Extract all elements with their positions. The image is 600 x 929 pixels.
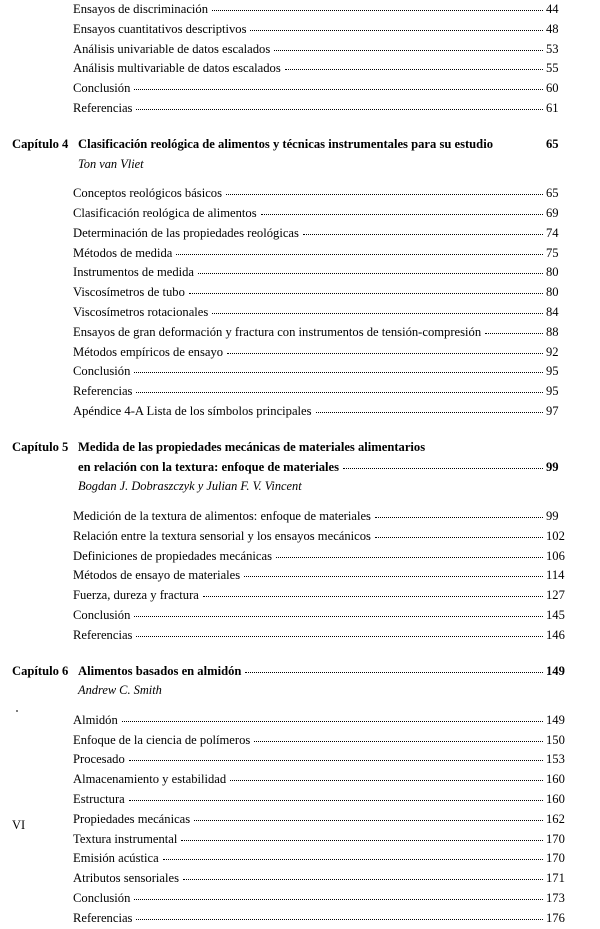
chapter-heading[interactable] (0, 438, 600, 458)
toc-entry[interactable] (0, 606, 600, 626)
toc-entry-label: Ensayos de gran deformación y fractura con instrumentos de tensión-compresión (73, 324, 482, 339)
chapter-page: 99 (546, 459, 559, 474)
page-folio: VI (12, 818, 26, 832)
leader-dots (136, 109, 543, 110)
toc-entry[interactable] (0, 586, 600, 606)
toc-entry-page: 84 (546, 304, 559, 319)
toc-entry-page: 173 (546, 891, 565, 906)
leader-dots (375, 537, 543, 538)
toc-entry[interactable] (0, 362, 600, 382)
chapter-author: Ton van Vliet (78, 156, 144, 171)
toc-entry[interactable] (0, 731, 600, 751)
toc-entry[interactable] (0, 0, 600, 20)
toc-entry-label: Apéndice 4-A Lista de los símbolos principales (73, 403, 312, 418)
toc-entry[interactable] (0, 810, 600, 830)
leader-dots (136, 919, 543, 920)
toc-entry[interactable] (0, 244, 600, 264)
leader-dots (198, 273, 543, 274)
toc-entry[interactable] (0, 283, 600, 303)
leader-dots (316, 412, 543, 413)
toc-entry-label: Procesado (73, 752, 125, 767)
toc-entry-page: 114 (546, 568, 565, 583)
toc-entry-label: Viscosímetros rotacionales (73, 304, 209, 319)
leader-dots (230, 780, 543, 781)
toc-entry-page: 99 (546, 508, 559, 523)
toc-entry[interactable] (0, 79, 600, 99)
toc-entry-label: Conclusión (73, 364, 131, 379)
leader-dots (227, 353, 543, 354)
toc-entry[interactable] (0, 99, 600, 119)
leader-dots (136, 636, 543, 637)
chapter-number: Capítulo 6 (12, 663, 69, 678)
toc-entry-page: 55 (546, 61, 559, 76)
toc-entry-page: 176 (546, 910, 565, 925)
toc-section-continued (0, 0, 600, 119)
toc-entry-label: Emisión acústica (73, 851, 159, 866)
toc-entry-label: Atributos sensoriales (73, 871, 179, 886)
toc-entry-page: 106 (546, 548, 565, 563)
toc-entry-page: 95 (546, 364, 559, 379)
toc-entry-page: 48 (546, 21, 559, 36)
chapter-author: Andrew C. Smith (78, 683, 162, 698)
chapter-number: Capítulo 4 (12, 136, 69, 151)
toc-entry[interactable] (0, 869, 600, 889)
toc-entry-label: Métodos empíricos de ensayo (73, 344, 224, 359)
spacer (0, 701, 600, 711)
toc-entry-label: Enfoque de la ciencia de polímeros (73, 732, 251, 747)
leader-dots (254, 741, 543, 742)
toc-entry-label: Conclusión (73, 891, 131, 906)
chapter-heading[interactable] (0, 135, 600, 155)
toc-entry-page: 61 (546, 100, 559, 115)
spacer (0, 646, 600, 662)
toc-entry[interactable] (0, 184, 600, 204)
toc-entry[interactable] (0, 224, 600, 244)
toc-entry[interactable] (0, 547, 600, 567)
page-speck (16, 710, 18, 712)
toc-entry[interactable] (0, 566, 600, 586)
toc-entry-page: 65 (546, 186, 559, 201)
toc-entry-page: 127 (546, 588, 565, 603)
toc-entry-label: Fuerza, dureza y fractura (73, 588, 199, 603)
leader-dots (244, 576, 543, 577)
toc-entry-page: 153 (546, 752, 565, 767)
leader-dots (189, 293, 543, 294)
toc-entry[interactable] (0, 263, 600, 283)
toc-entry[interactable] (0, 830, 600, 850)
toc-entry-label: Ensayos de discriminación (73, 2, 209, 16)
toc-entry[interactable] (0, 59, 600, 79)
toc-entry-page: 97 (546, 403, 559, 418)
toc-entry-label: Clasificación reológica de alimentos (73, 205, 257, 220)
toc-entry-label: Referencias (73, 627, 133, 642)
chapter-heading-line2[interactable] (0, 458, 600, 478)
toc-entry-page: 102 (546, 528, 565, 543)
toc-entry-label: Referencias (73, 384, 133, 399)
toc-entry-page: 53 (546, 41, 559, 56)
toc-entry-label: Textura instrumental (73, 831, 178, 846)
toc-entry[interactable] (0, 626, 600, 646)
toc-entry-label: Determinación de las propiedades reológicas (73, 225, 299, 240)
leader-dots (485, 333, 543, 334)
spacer (0, 422, 600, 438)
leader-dots (122, 721, 543, 722)
leader-dots (212, 313, 543, 314)
toc-entry[interactable] (0, 40, 600, 60)
toc-entry[interactable] (0, 343, 600, 363)
toc-entry-page: 160 (546, 772, 565, 787)
chapter-block-5 (0, 438, 600, 646)
toc-entry-page: 146 (546, 627, 565, 642)
toc-entry-page: 80 (546, 265, 559, 280)
chapter-page: 65 (546, 136, 559, 151)
toc-entry[interactable] (0, 790, 600, 810)
leader-dots (134, 89, 543, 90)
toc-entry[interactable] (0, 507, 600, 527)
toc-entry[interactable] (0, 711, 600, 731)
leader-dots (183, 879, 543, 880)
leader-dots (134, 616, 543, 617)
toc-entry-label: Análisis univariable de datos escalados (73, 41, 271, 56)
leader-dots (203, 596, 543, 597)
toc-entry-page: 149 (546, 712, 565, 727)
toc-entry[interactable] (0, 20, 600, 40)
leader-dots (129, 800, 543, 801)
chapter-page: 149 (546, 663, 565, 678)
toc-entry-label: Conclusión (73, 607, 131, 622)
leader-dots (134, 372, 543, 373)
toc-entry-page: 162 (546, 811, 565, 826)
toc-entry[interactable] (0, 382, 600, 402)
toc-entry-label: Instrumentos de medida (73, 265, 195, 280)
toc-entry[interactable] (0, 303, 600, 323)
spacer (0, 119, 600, 135)
toc-entry[interactable] (0, 204, 600, 224)
chapter-author: Bogdan J. Dobraszczyk y Julian F. V. Vincent (78, 479, 302, 494)
toc-entry[interactable] (0, 750, 600, 770)
toc-entry-label: Definiciones de propiedades mecánicas (73, 548, 272, 563)
chapter-title: Alimentos basados en almidón (78, 663, 242, 678)
toc-entry-page: 145 (546, 607, 565, 622)
toc-entry-page: 170 (546, 831, 565, 846)
toc-entry-label: Propiedades mecánicas (73, 811, 191, 826)
toc-entry[interactable] (0, 770, 600, 790)
toc-entry-label: Análisis multivariable de datos escalados (73, 61, 281, 76)
toc-entry[interactable] (0, 909, 600, 929)
leader-dots (134, 899, 543, 900)
toc-entry-page: 80 (546, 285, 559, 300)
chapter-number: Capítulo 5 (12, 439, 69, 454)
leader-dots (250, 30, 543, 31)
leader-dots (274, 50, 543, 51)
leader-dots (285, 69, 543, 70)
toc-entry[interactable] (0, 889, 600, 909)
leader-dots (226, 194, 543, 195)
toc-entry-label: Estructura (73, 792, 125, 807)
chapter-title-line2: en relación con la textura: enfoque de materiales (78, 459, 340, 474)
toc-entry-label: Conclusión (73, 81, 131, 96)
leader-dots (194, 820, 543, 821)
leader-dots (375, 517, 543, 518)
leader-dots (163, 859, 543, 860)
spacer (0, 174, 600, 184)
toc-entry[interactable] (0, 323, 600, 343)
toc-entry-label: Referencias (73, 100, 133, 115)
leader-dots (136, 392, 543, 393)
leader-dots (276, 557, 543, 558)
toc-entry-label: Medición de la textura de alimentos: enfoque de materiales (73, 508, 371, 523)
toc-entry-label: Métodos de ensayo de materiales (73, 568, 241, 583)
toc-entry-page: 74 (546, 225, 559, 240)
toc-entry[interactable] (0, 527, 600, 547)
toc-entry-page: 60 (546, 81, 559, 96)
leader-dots (176, 254, 543, 255)
toc-entry-page: 160 (546, 792, 565, 807)
toc-entry-label: Referencias (73, 910, 133, 925)
toc-entry-page: 95 (546, 384, 559, 399)
leader-dots (303, 234, 543, 235)
toc-entry-page: 170 (546, 851, 565, 866)
toc-entry-label: Relación entre la textura sensorial y los ensayos mecánicos (73, 528, 371, 543)
chapter-block-4 (0, 135, 600, 422)
leader-dots (343, 468, 543, 469)
toc-entry-page: 75 (546, 245, 559, 260)
toc-entry-page: 150 (546, 732, 565, 747)
spacer (0, 497, 600, 507)
toc-entry-page: 44 (546, 2, 559, 16)
chapter-title: Clasificación reológica de alimentos y técnicas instrumentales para su estudio (78, 136, 493, 151)
chapter-title: Medida de las propiedades mecánicas de materiales alimentarios (78, 439, 426, 454)
leader-dots (212, 10, 543, 11)
leader-dots (245, 672, 543, 673)
toc-entry-page: 171 (546, 871, 565, 886)
toc-entry[interactable] (0, 402, 600, 422)
toc-entry-label: Viscosímetros de tubo (73, 285, 185, 300)
toc-entry-label: Métodos de medida (73, 245, 173, 260)
leader-dots (261, 214, 543, 215)
leader-dots (129, 760, 543, 761)
toc-entry[interactable] (0, 849, 600, 869)
toc-entry-label: Almidón (73, 712, 118, 727)
toc-entry-page: 88 (546, 324, 559, 339)
toc-entry-page: 69 (546, 205, 559, 220)
chapter-block-6 (0, 662, 600, 929)
toc-entry-page: 92 (546, 344, 559, 359)
toc-entry-label: Conceptos reológicos básicos (73, 186, 222, 201)
toc-entry-label: Ensayos cuantitativos descriptivos (73, 21, 247, 36)
toc-entry-label: Almacenamiento y estabilidad (73, 772, 227, 787)
chapter-heading[interactable] (0, 662, 600, 682)
leader-dots (181, 840, 543, 841)
